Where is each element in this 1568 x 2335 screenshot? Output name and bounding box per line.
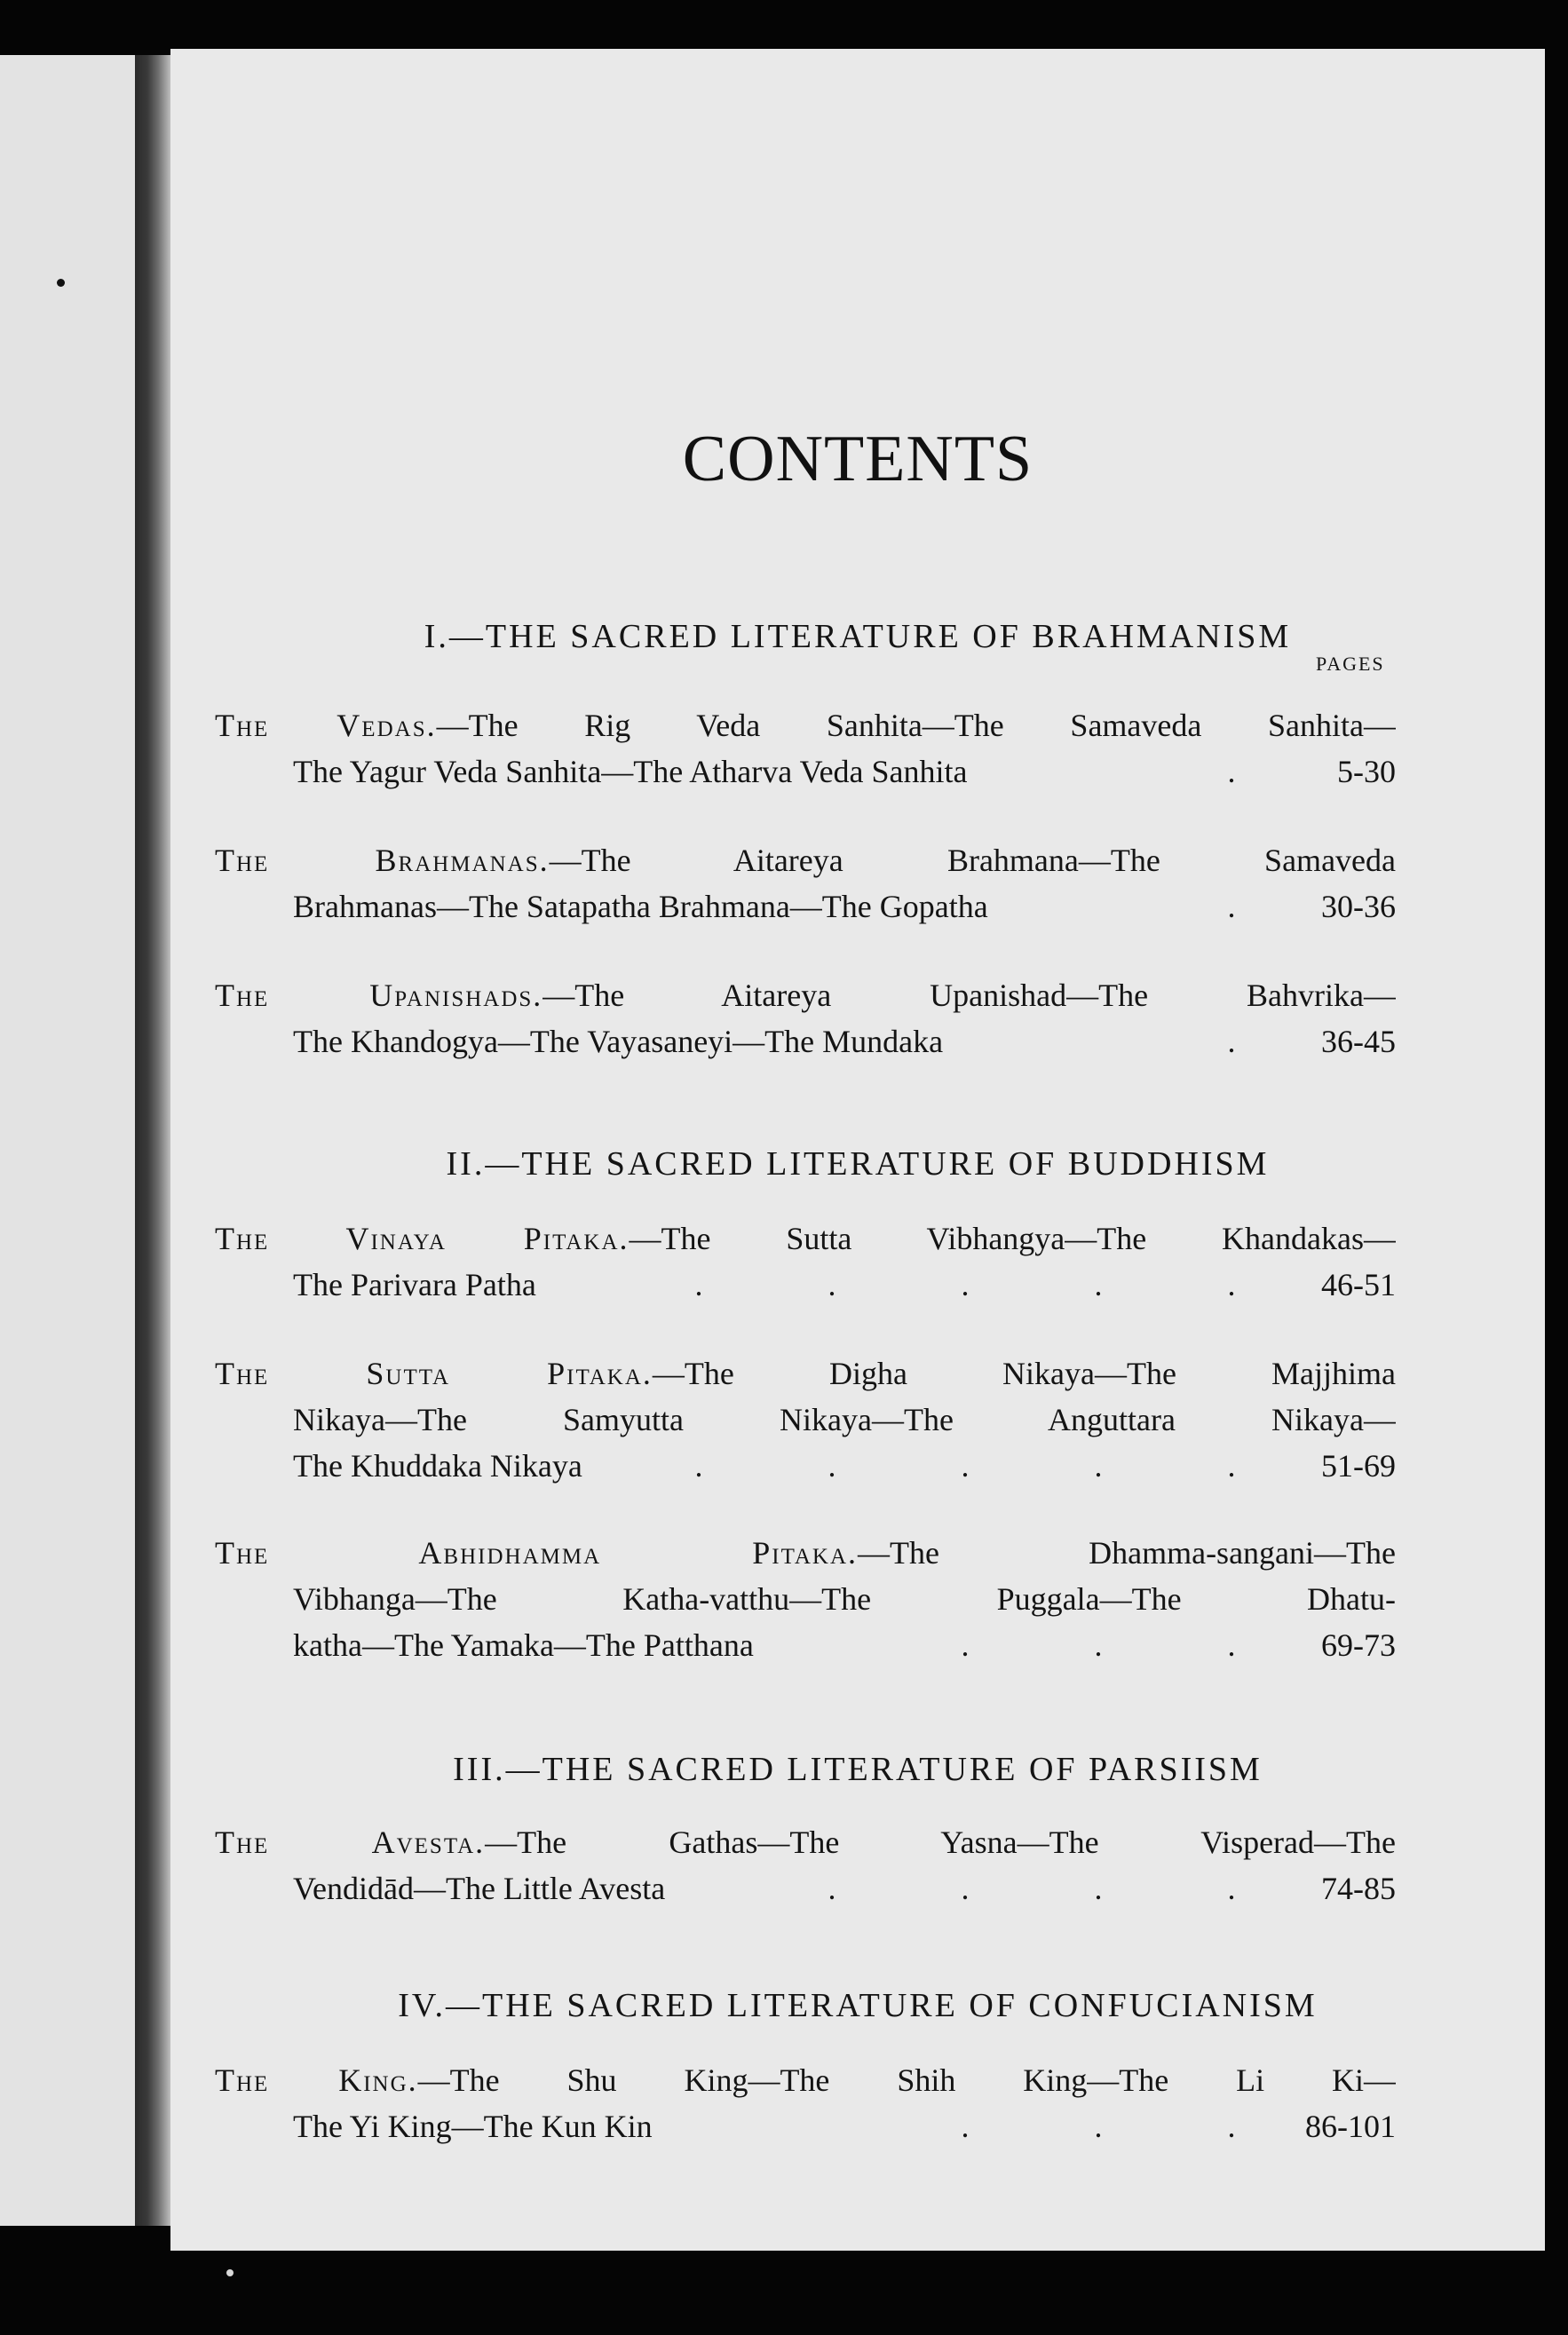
entry-line: Vibhanga—The Katha-vatthu—The Puggala—The Dhatu- — [293, 1581, 1396, 1617]
entry-lead: The Avesta. — [215, 1824, 486, 1860]
leader-dot: . — [1094, 1448, 1103, 1484]
pages-column-label: PAGES — [1316, 653, 1385, 675]
toc-entry-abhidhamma-pitaka — [215, 1530, 1396, 1668]
entry-lead: The Abhidhamma Pitaka. — [215, 1535, 859, 1571]
entry-lead: The Vinaya Pitaka. — [215, 1221, 630, 1256]
toc-entry-upanishads — [215, 972, 1396, 1065]
left-page-edge — [0, 55, 135, 2226]
toc-entry-avesta — [215, 1819, 1396, 1912]
leader-dot: . — [1227, 754, 1236, 789]
contents-page — [170, 49, 1545, 2251]
leader-dot: . — [1227, 2109, 1236, 2144]
leader-dot: . — [828, 1267, 836, 1302]
toc-entry-vedas — [215, 702, 1396, 795]
entry-line: —The Dhamma-sangani—The — [858, 1535, 1396, 1571]
entry-line-last: The Khuddaka Nikaya — [293, 1448, 582, 1484]
page-range: 5-30 — [1337, 754, 1396, 789]
book-spine — [135, 55, 170, 2226]
entry-line: Nikaya—The Samyutta Nikaya—The Anguttara Nikaya— — [293, 1402, 1396, 1437]
section-heading-parsiism: III.—THE SACRED LITERATURE OF PARSIISM — [453, 1751, 1263, 1788]
leader-dot: . — [1094, 1627, 1103, 1663]
toc-entry-king — [215, 2057, 1396, 2149]
entry-line: —The Shu King—The Shih King—The Li Ki— — [417, 2062, 1396, 2098]
toc-entry-brahmanas — [215, 837, 1396, 930]
leader-dot: . — [961, 2109, 970, 2144]
entry-lead: The King. — [215, 2062, 418, 2098]
entry-line-last: Vendidād—The Little Avesta — [293, 1871, 666, 1906]
entry-line: —The Sutta Vibhangya—The Khandakas— — [629, 1221, 1396, 1256]
entry-line: —The Gathas—The Yasna—The Visperad—The — [485, 1824, 1396, 1860]
entry-lead: The Sutta Pitaka. — [215, 1356, 653, 1391]
page-range: 30-36 — [1321, 889, 1396, 924]
entry-lead: The Vedas. — [215, 708, 437, 743]
entry-line: —The Aitareya Brahmana—The Samaveda — [549, 843, 1396, 878]
entry-line-last: The Khandogya—The Vayasaneyi—The Mundaka — [293, 1024, 944, 1059]
section-heading-brahmanism: I.—THE SACRED LITERATURE OF BRAHMANISM — [424, 618, 1292, 655]
ink-speck — [57, 279, 65, 287]
entry-line-last: The Yi King—The Kun Kin — [293, 2109, 653, 2144]
leader-dot: . — [1227, 1627, 1236, 1663]
entry-lead: The Brahmanas. — [215, 843, 550, 878]
leader-dot: . — [1094, 2109, 1103, 2144]
leader-dot: . — [1227, 1267, 1236, 1302]
leader-dot: . — [961, 1627, 970, 1663]
page-range: 86-101 — [1305, 2109, 1396, 2144]
entry-line-last: katha—The Yamaka—The Patthana — [293, 1627, 754, 1663]
page-range: 51-69 — [1321, 1448, 1396, 1484]
page-range: 74-85 — [1321, 1871, 1396, 1906]
page-range: 69-73 — [1321, 1627, 1396, 1663]
leader-dot: . — [961, 1871, 970, 1906]
leader-dot: . — [1227, 1871, 1236, 1906]
entry-line: —The Rig Veda Sanhita—The Samaveda Sanhita— — [436, 708, 1396, 743]
scan-speck — [226, 2269, 234, 2276]
entry-line-last: Brahmanas—The Satapatha Brahmana—The Gopatha — [293, 889, 988, 924]
leader-dot: . — [1227, 889, 1236, 924]
toc-entry-sutta-pitaka — [215, 1350, 1396, 1489]
leader-dot: . — [961, 1267, 970, 1302]
leader-dot: . — [961, 1448, 970, 1484]
toc-entry-vinaya-pitaka — [215, 1215, 1396, 1308]
page-range: 46-51 — [1321, 1267, 1396, 1302]
page-title: CONTENTS — [682, 423, 1033, 495]
leader-dot: . — [1227, 1024, 1236, 1059]
leader-dot: . — [1227, 1448, 1236, 1484]
page-range: 36-45 — [1321, 1024, 1396, 1059]
leader-dot: . — [1094, 1267, 1103, 1302]
leader-dot: . — [828, 1871, 836, 1906]
leader-dot: . — [694, 1448, 703, 1484]
entry-line-last: The Yagur Veda Sanhita—The Atharva Veda Sanhita — [293, 754, 968, 789]
leader-dot: . — [828, 1448, 836, 1484]
entry-line: —The Digha Nikaya—The Majjhima — [652, 1356, 1396, 1391]
leader-dot: . — [694, 1267, 703, 1302]
entry-line-last: The Parivara Patha — [293, 1267, 536, 1302]
section-heading-buddhism: II.—THE SACRED LITERATURE OF BUDDHISM — [446, 1145, 1270, 1183]
section-heading-confucianism: IV.—THE SACRED LITERATURE OF CONFUCIANISM — [398, 1987, 1318, 2024]
entry-lead: The Upanishads. — [215, 978, 543, 1013]
leader-dot: . — [1094, 1871, 1103, 1906]
entry-line: —The Aitareya Upanishad—The Bahvrika— — [542, 978, 1396, 1013]
